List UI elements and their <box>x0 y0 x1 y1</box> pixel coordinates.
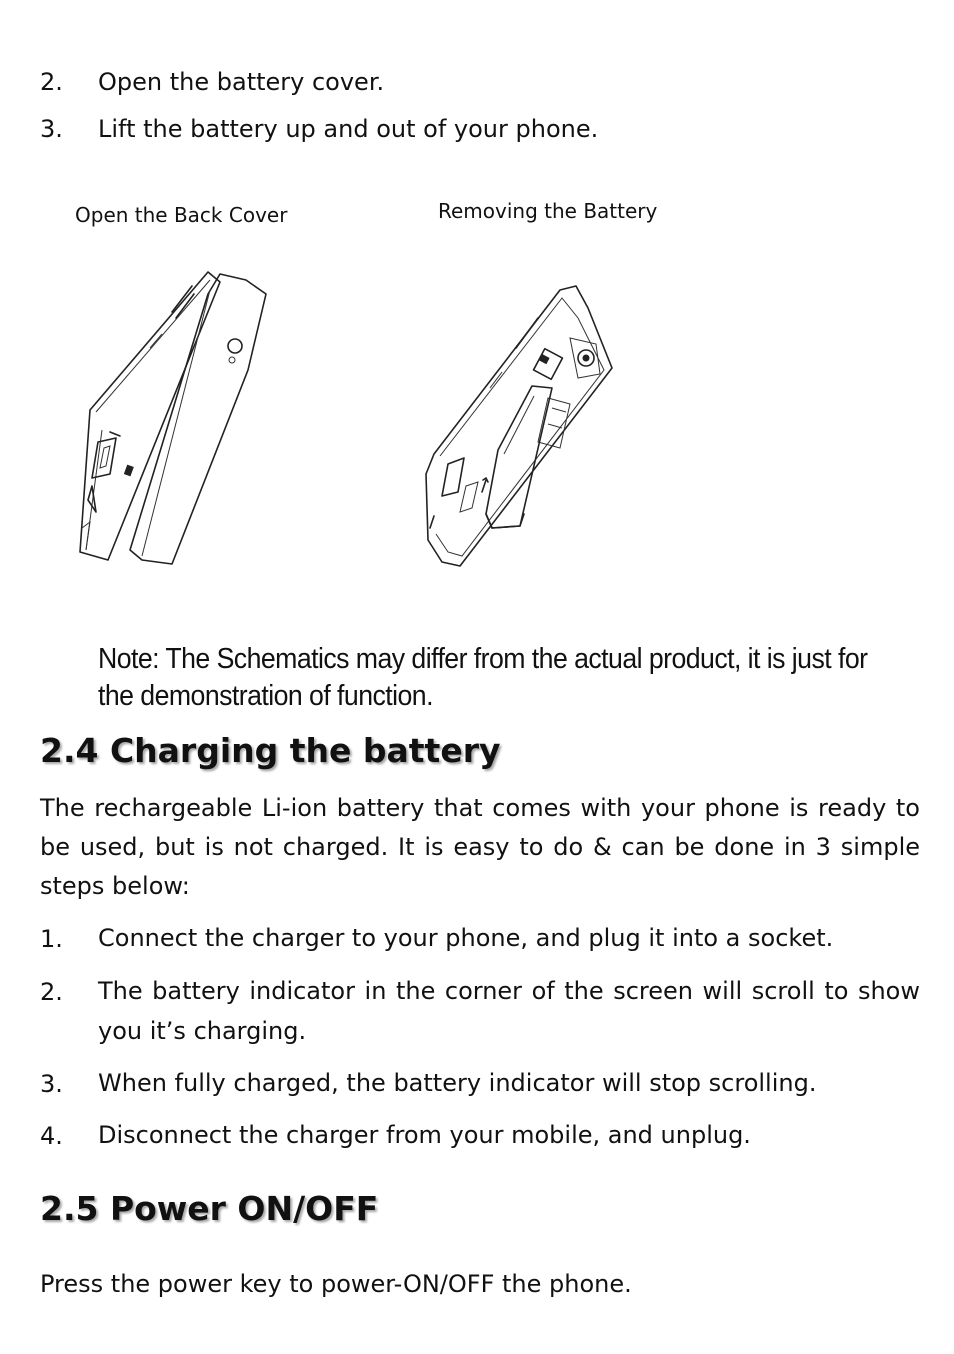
step-text: Connect the charger to your phone, and plug it into a socket. <box>98 924 834 952</box>
step-text: When fully charged, the battery indicator will stop scrolling. <box>98 1069 817 1097</box>
step-number: 2. <box>40 978 63 1006</box>
phone-back-cover-illustration <box>60 260 290 580</box>
figure-caption-back-cover: Open the Back Cover <box>75 203 288 227</box>
note-text: Note: The Schematics may differ from the actual product, it is just for the demonstration of function. <box>98 643 868 712</box>
step-number: 2. <box>40 68 63 96</box>
step-number: 1. <box>40 925 63 953</box>
step-text: Open the battery cover. <box>98 68 385 96</box>
step-number: 3. <box>40 115 63 143</box>
figure-caption-removing-battery: Removing the Battery <box>438 199 658 223</box>
charging-intro-paragraph: The rechargeable Li-ion battery that comes with your phone is ready to be used, but is not charged. It is easy to do & can be done in 3 simple steps below: <box>40 794 920 900</box>
section-heading-charging: 2.4 Charging the battery <box>40 731 501 770</box>
step-text: The battery indicator in the corner of the screen will scroll to show you it’s charging. <box>98 977 920 1045</box>
battery-removal-illustration <box>420 278 640 578</box>
step-text: Disconnect the charger from your mobile, and unplug. <box>98 1121 751 1149</box>
section-heading-power: 2.5 Power ON/OFF <box>40 1189 379 1228</box>
step-text: Lift the battery up and out of your phone. <box>98 115 599 143</box>
step-number: 3. <box>40 1070 63 1098</box>
step-number: 4. <box>40 1122 63 1150</box>
power-paragraph: Press the power key to power-ON/OFF the phone. <box>40 1270 632 1298</box>
